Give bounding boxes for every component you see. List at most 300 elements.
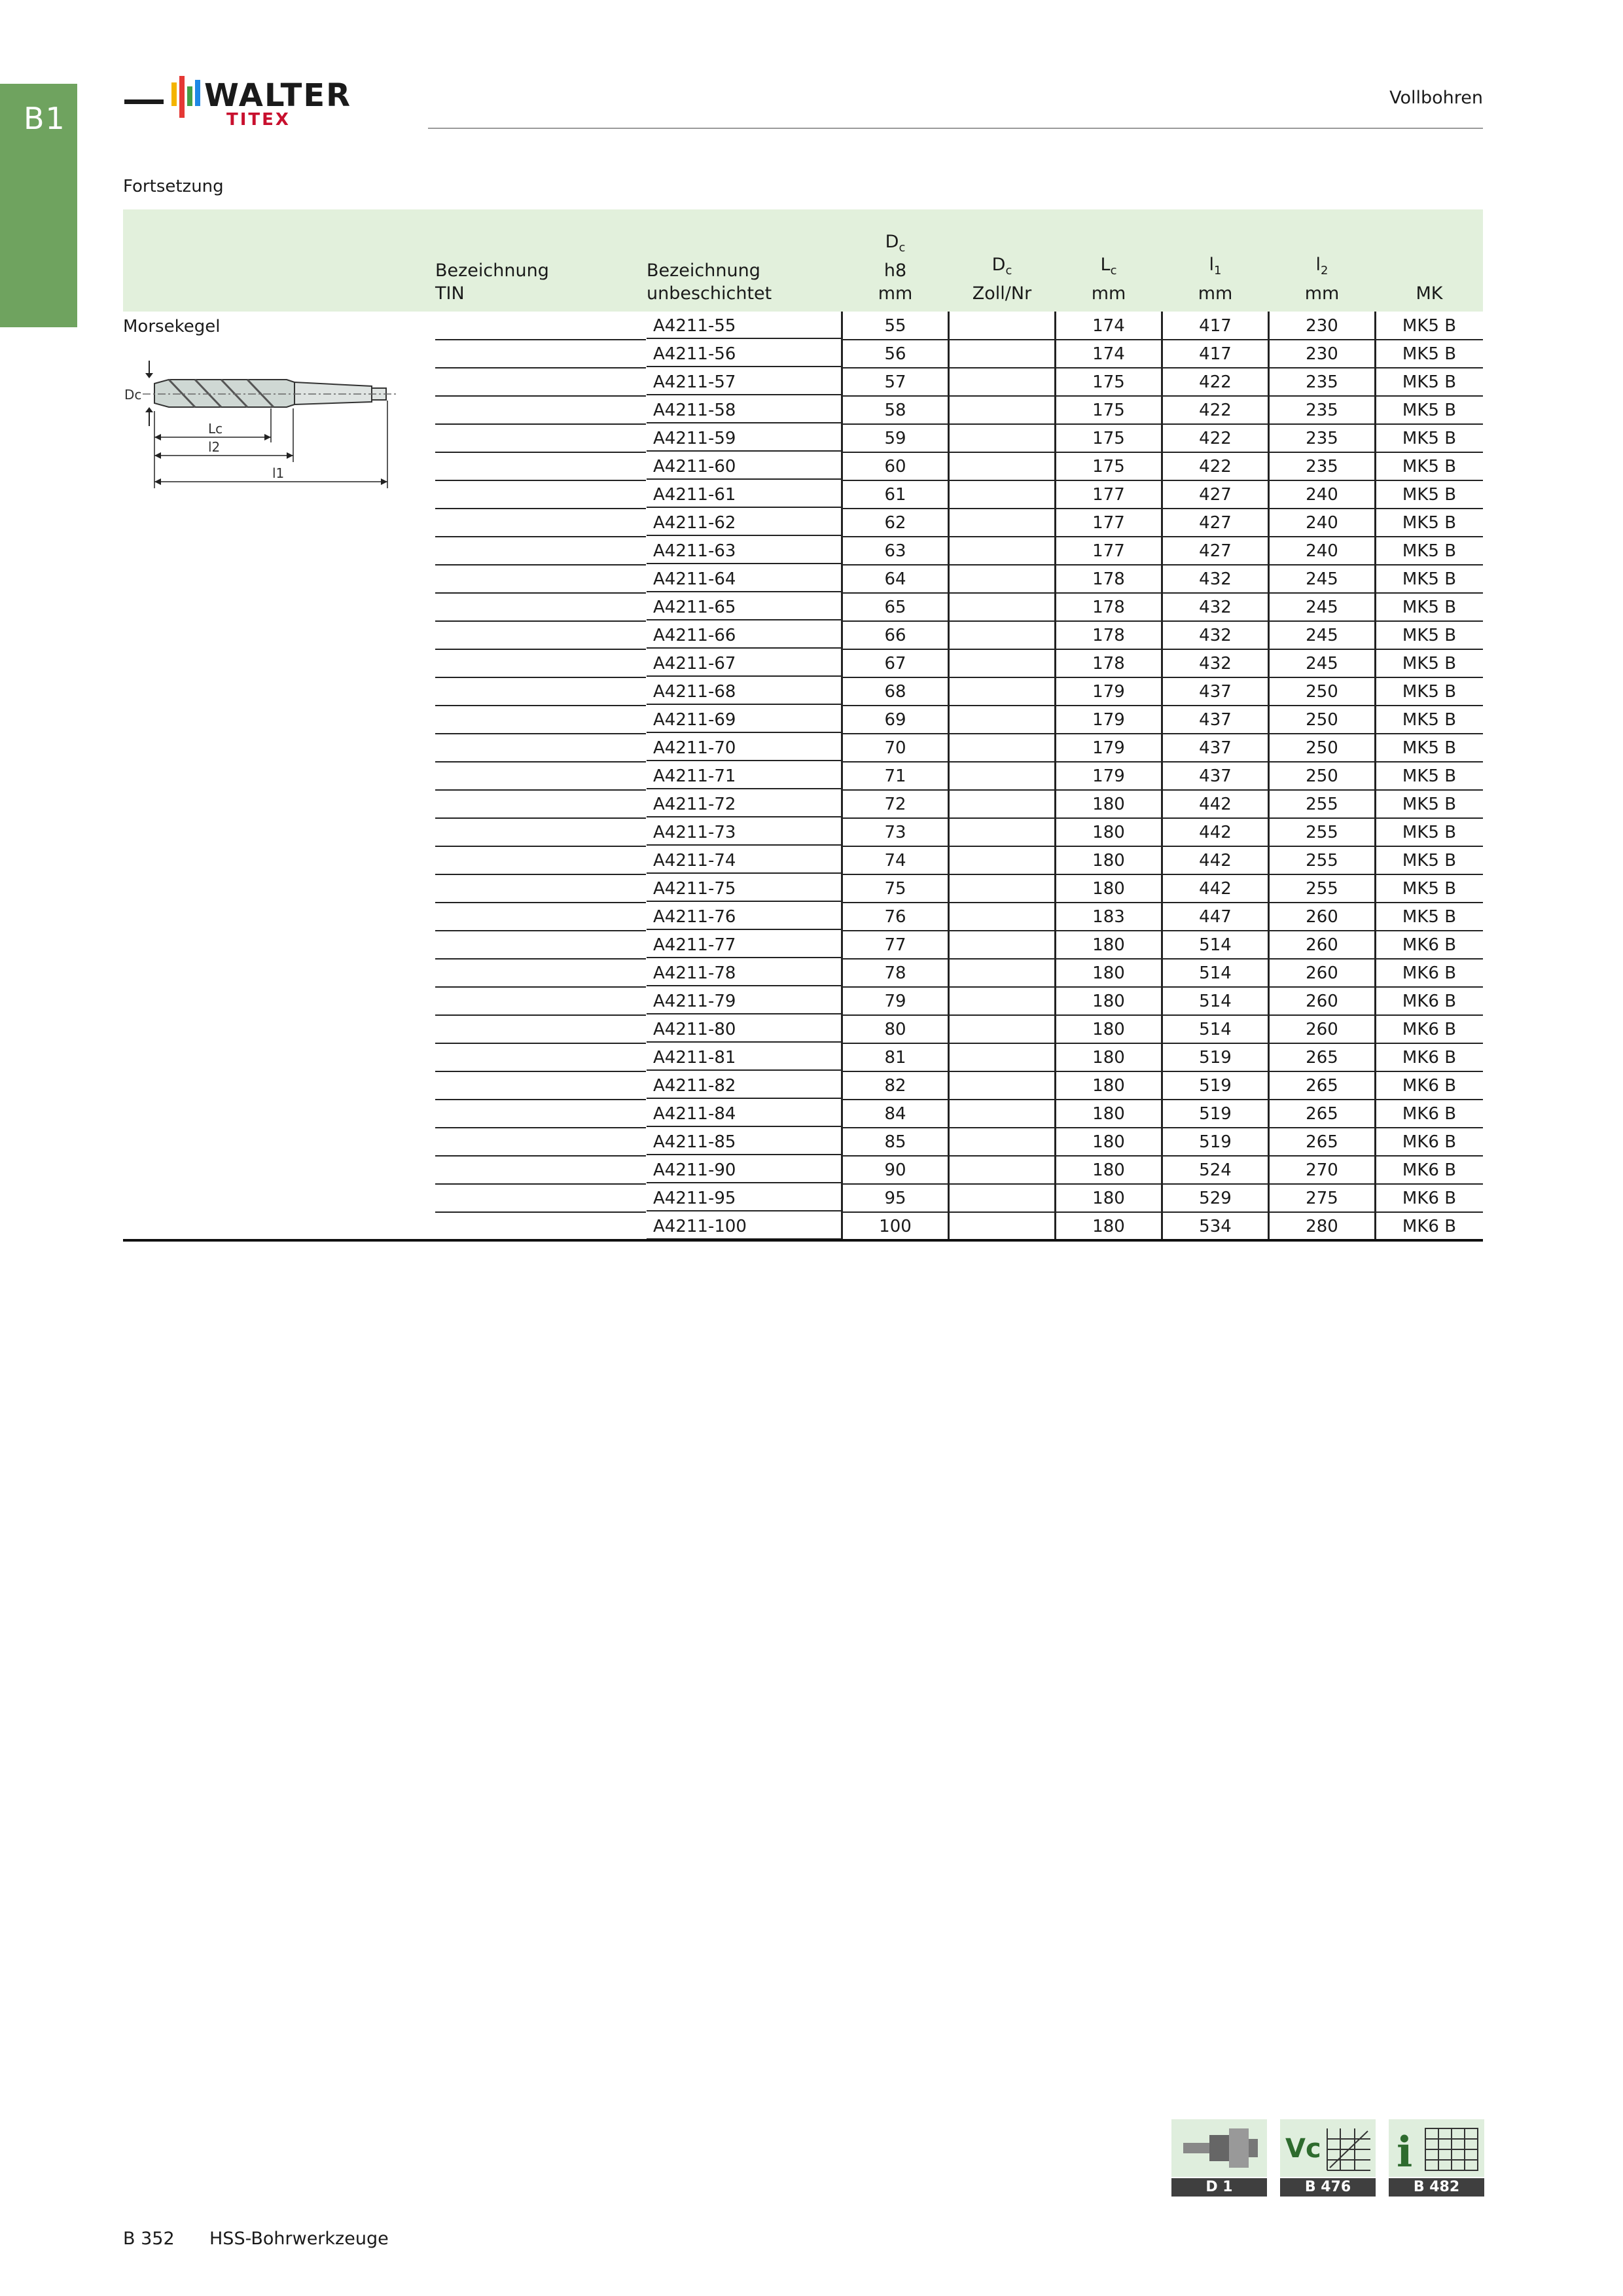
cell-bez-unb: A4211-90	[647, 1156, 842, 1183]
table-row	[123, 677, 1483, 706]
tool-holder-label: D 1	[1171, 2178, 1267, 2197]
cell-l2: 240	[1269, 480, 1375, 509]
cell-l2: 260	[1269, 903, 1375, 931]
cell-dc-zoll	[949, 1128, 1055, 1157]
cell-dc-zoll	[949, 565, 1055, 594]
continuation-label: Fortsetzung	[123, 177, 224, 196]
cell-mk: MK5 B	[1376, 762, 1483, 791]
cell-l2: 260	[1269, 931, 1375, 960]
cell-dc: 79	[842, 987, 948, 1016]
table-row	[123, 959, 1483, 987]
cell-bez-unb: A4211-56	[647, 340, 842, 367]
cell-bez-tin	[435, 1156, 646, 1185]
cell-mk: MK6 B	[1376, 1100, 1483, 1128]
cell-bez-tin	[435, 987, 646, 1016]
cell-bez-unb: A4211-95	[647, 1184, 842, 1211]
cell-dc-zoll	[949, 480, 1055, 509]
cell-l2: 250	[1269, 762, 1375, 791]
cell-mk: MK5 B	[1376, 621, 1483, 650]
cell-mk: MK6 B	[1376, 1212, 1483, 1241]
cell-dc-zoll	[949, 706, 1055, 734]
cell-lc: 178	[1056, 649, 1162, 678]
cell-dc-zoll	[949, 452, 1055, 481]
cell-l1: 519	[1162, 1043, 1268, 1072]
table-row	[123, 1100, 1483, 1128]
table-row	[123, 396, 1483, 424]
header-l2: $l_2$ mm	[1304, 255, 1340, 304]
cell-dc: 66	[842, 621, 948, 650]
table-row	[123, 621, 1483, 649]
cell-lc: 179	[1056, 734, 1162, 762]
cell-mk: MK5 B	[1376, 874, 1483, 903]
table-row	[123, 1043, 1483, 1071]
cell-dc: 68	[842, 677, 948, 706]
table-row	[123, 537, 1483, 565]
cell-dc: 70	[842, 734, 948, 762]
cell-l2: 255	[1269, 874, 1375, 903]
cell-dc-zoll	[949, 874, 1055, 903]
cell-bez-unb: A4211-67	[647, 649, 842, 677]
table-row	[123, 480, 1483, 509]
cell-l1: 417	[1162, 340, 1268, 368]
cell-dc-zoll	[949, 762, 1055, 791]
cell-bez-tin	[435, 734, 646, 762]
cell-bez-tin	[435, 931, 646, 960]
table-row	[123, 509, 1483, 537]
table-row	[123, 1156, 1483, 1184]
cell-l2: 265	[1269, 1128, 1375, 1157]
cell-l1: 442	[1162, 874, 1268, 903]
table-row	[123, 818, 1483, 846]
cell-lc: 180	[1056, 818, 1162, 847]
cell-l1: 417	[1162, 312, 1268, 340]
column-divider	[948, 312, 950, 1240]
table-header	[123, 209, 1483, 312]
cell-dc: 72	[842, 790, 948, 819]
cell-dc-zoll	[949, 312, 1055, 340]
cell-mk: MK5 B	[1376, 368, 1483, 397]
cell-bez-tin	[435, 706, 646, 734]
dim-dc: Dc	[124, 387, 142, 403]
cell-lc: 177	[1056, 537, 1162, 565]
cell-bez-tin	[435, 537, 646, 565]
table-row	[123, 565, 1483, 593]
section-tab-label: B1	[24, 101, 66, 136]
cell-dc: 67	[842, 649, 948, 678]
cell-l1: 514	[1162, 1015, 1268, 1044]
cell-lc: 183	[1056, 903, 1162, 931]
cell-dc: 57	[842, 368, 948, 397]
cell-mk: MK5 B	[1376, 480, 1483, 509]
cell-dc-zoll	[949, 396, 1055, 425]
cell-bez-unb: A4211-73	[647, 818, 842, 846]
cell-dc: 80	[842, 1015, 948, 1044]
cell-l1: 442	[1162, 818, 1268, 847]
cell-l2: 235	[1269, 396, 1375, 425]
header-dc-h8: $D_c$ h8 mm	[878, 232, 913, 304]
cell-lc: 180	[1056, 959, 1162, 988]
cell-bez-unb: A4211-60	[647, 452, 842, 480]
cell-bez-unb: A4211-75	[647, 874, 842, 902]
cell-dc-zoll	[949, 509, 1055, 537]
cell-mk: MK6 B	[1376, 1128, 1483, 1157]
page-footer	[123, 2229, 389, 2249]
cell-bez-tin	[435, 368, 646, 397]
cell-bez-unb: A4211-66	[647, 621, 842, 649]
cell-mk: MK5 B	[1376, 396, 1483, 425]
page-number: B 352	[123, 2229, 175, 2249]
cell-bez-unb: A4211-79	[647, 987, 842, 1014]
table-row	[123, 931, 1483, 959]
cell-lc: 179	[1056, 677, 1162, 706]
cell-l1: 422	[1162, 424, 1268, 453]
dim-l1: l1	[272, 465, 285, 481]
cell-bez-tin	[435, 1043, 646, 1072]
table-bottom-rule	[123, 1239, 1483, 1242]
cell-dc-zoll	[949, 734, 1055, 762]
cell-dc-zoll	[949, 677, 1055, 706]
cell-l2: 255	[1269, 818, 1375, 847]
cell-dc: 84	[842, 1100, 948, 1128]
cell-dc: 75	[842, 874, 948, 903]
cell-bez-unb: A4211-71	[647, 762, 842, 789]
cell-mk: MK5 B	[1376, 509, 1483, 537]
cell-bez-unb: A4211-84	[647, 1100, 842, 1127]
cell-bez-unb: A4211-100	[647, 1212, 842, 1240]
cell-dc: 76	[842, 903, 948, 931]
cell-dc: 62	[842, 509, 948, 537]
cell-l2: 235	[1269, 452, 1375, 481]
header-rule	[428, 128, 1483, 129]
reference-icons	[1171, 2119, 1486, 2198]
cell-dc: 73	[842, 818, 948, 847]
cell-dc: 61	[842, 480, 948, 509]
cell-dc-zoll	[949, 649, 1055, 678]
cell-lc: 174	[1056, 312, 1162, 340]
cell-l1: 437	[1162, 677, 1268, 706]
info-table-pic	[1389, 2119, 1484, 2177]
header-l1: $l_1$ mm	[1198, 255, 1233, 304]
cell-bez-unb: A4211-77	[647, 931, 842, 958]
table-row	[123, 593, 1483, 621]
cell-bez-tin	[435, 621, 646, 650]
cell-dc-zoll	[949, 1071, 1055, 1100]
header-mk: MK	[1416, 283, 1443, 304]
cell-l2: 260	[1269, 959, 1375, 988]
cell-dc: 64	[842, 565, 948, 594]
cell-lc: 180	[1056, 1212, 1162, 1241]
cell-l2: 265	[1269, 1043, 1375, 1072]
table-row	[123, 1128, 1483, 1156]
cell-lc: 179	[1056, 706, 1162, 734]
cell-dc-zoll	[949, 1015, 1055, 1044]
cell-l2: 260	[1269, 987, 1375, 1016]
cell-bez-unb: A4211-65	[647, 593, 842, 620]
cell-dc: 74	[842, 846, 948, 875]
cell-mk: MK6 B	[1376, 959, 1483, 988]
cell-bez-tin	[435, 509, 646, 537]
cell-bez-unb: A4211-70	[647, 734, 842, 761]
column-divider	[1161, 312, 1163, 1240]
cell-l1: 427	[1162, 537, 1268, 565]
cell-l1: 427	[1162, 509, 1268, 537]
cell-mk: MK5 B	[1376, 424, 1483, 453]
cell-dc: 71	[842, 762, 948, 791]
cell-bez-unb: A4211-62	[647, 509, 842, 536]
table-row	[123, 452, 1483, 480]
cell-dc: 78	[842, 959, 948, 988]
cell-l2: 240	[1269, 509, 1375, 537]
cell-l2: 245	[1269, 565, 1375, 594]
cell-lc: 175	[1056, 368, 1162, 397]
cell-bez-unb: A4211-78	[647, 959, 842, 986]
cell-l2: 255	[1269, 790, 1375, 819]
cell-bez-unb: A4211-72	[647, 790, 842, 817]
cell-dc: 95	[842, 1184, 948, 1213]
cell-l2: 265	[1269, 1071, 1375, 1100]
cell-l2: 250	[1269, 734, 1375, 762]
table-row	[123, 1015, 1483, 1043]
table-row	[123, 340, 1483, 368]
cell-dc: 81	[842, 1043, 948, 1072]
cell-lc: 175	[1056, 452, 1162, 481]
cell-lc: 180	[1056, 1015, 1162, 1044]
header-bez-tin: Bezeichnung TIN	[435, 260, 549, 304]
cell-mk: MK6 B	[1376, 1043, 1483, 1072]
cell-l1: 529	[1162, 1184, 1268, 1213]
cell-bez-unb: A4211-55	[647, 312, 842, 339]
cell-mk: MK6 B	[1376, 1071, 1483, 1100]
cell-lc: 180	[1056, 987, 1162, 1016]
cell-l1: 447	[1162, 903, 1268, 931]
cell-lc: 179	[1056, 762, 1162, 791]
product-table	[123, 209, 1483, 1240]
cell-bez-tin	[435, 649, 646, 678]
cell-bez-tin	[435, 1184, 646, 1213]
cell-mk: MK6 B	[1376, 1184, 1483, 1213]
cell-lc: 180	[1056, 931, 1162, 960]
cell-bez-tin	[435, 424, 646, 453]
cell-dc: 59	[842, 424, 948, 453]
cell-mk: MK6 B	[1376, 1015, 1483, 1044]
brand-name: WALTER	[204, 77, 352, 114]
cell-bez-tin	[435, 593, 646, 622]
info-table-label: B 482	[1389, 2178, 1484, 2197]
cell-l1: 534	[1162, 1212, 1268, 1241]
cell-bez-tin	[435, 1212, 646, 1241]
cell-dc: 82	[842, 1071, 948, 1100]
dim-l2: l2	[208, 439, 221, 455]
cell-l1: 437	[1162, 762, 1268, 791]
footer-title: HSS-Bohrwerkzeuge	[209, 2229, 389, 2249]
cell-dc-zoll	[949, 621, 1055, 650]
cell-dc-zoll	[949, 1156, 1055, 1185]
cell-l1: 432	[1162, 649, 1268, 678]
cell-l1: 514	[1162, 931, 1268, 960]
cell-dc-zoll	[949, 931, 1055, 960]
walter-titex-logo	[123, 58, 404, 136]
cell-lc: 180	[1056, 874, 1162, 903]
cell-bez-tin	[435, 1015, 646, 1044]
cell-dc: 100	[842, 1212, 948, 1241]
cell-bez-tin	[435, 1128, 646, 1157]
cell-bez-unb: A4211-64	[647, 565, 842, 592]
cell-bez-unb: A4211-69	[647, 706, 842, 733]
cell-l1: 437	[1162, 706, 1268, 734]
cell-l2: 230	[1269, 340, 1375, 368]
cell-bez-tin	[435, 452, 646, 481]
category-label: Morsekegel	[123, 317, 221, 336]
cell-dc-zoll	[949, 1184, 1055, 1213]
cell-bez-unb: A4211-57	[647, 368, 842, 395]
column-divider	[1054, 312, 1056, 1240]
table-row	[123, 874, 1483, 903]
cell-bez-unb: A4211-59	[647, 424, 842, 452]
cell-lc: 180	[1056, 1100, 1162, 1128]
cell-mk: MK5 B	[1376, 790, 1483, 819]
cell-dc-zoll	[949, 959, 1055, 988]
cell-mk: MK5 B	[1376, 565, 1483, 594]
cell-l1: 422	[1162, 396, 1268, 425]
table-row	[123, 1071, 1483, 1100]
cell-lc: 174	[1056, 340, 1162, 368]
table-row	[123, 846, 1483, 874]
column-divider	[841, 312, 843, 1240]
cell-mk: MK6 B	[1376, 1156, 1483, 1185]
cell-bez-tin	[435, 340, 646, 368]
cell-bez-unb: A4211-58	[647, 396, 842, 423]
cell-bez-tin	[435, 874, 646, 903]
cell-lc: 180	[1056, 790, 1162, 819]
cell-mk: MK5 B	[1376, 818, 1483, 847]
cell-mk: MK5 B	[1376, 537, 1483, 565]
cell-bez-unb: A4211-68	[647, 677, 842, 705]
cell-bez-unb: A4211-74	[647, 846, 842, 874]
cell-l2: 240	[1269, 537, 1375, 565]
cell-l1: 432	[1162, 565, 1268, 594]
cell-bez-tin	[435, 396, 646, 425]
cell-mk: MK5 B	[1376, 734, 1483, 762]
cell-dc: 55	[842, 312, 948, 340]
cell-mk: MK5 B	[1376, 706, 1483, 734]
cell-lc: 180	[1056, 1128, 1162, 1157]
cell-bez-unb: A4211-85	[647, 1128, 842, 1155]
cell-l1: 427	[1162, 480, 1268, 509]
cutting-data-icon[interactable]	[1280, 2119, 1376, 2197]
cell-l2: 265	[1269, 1100, 1375, 1128]
cell-dc-zoll	[949, 537, 1055, 565]
cell-dc-zoll	[949, 790, 1055, 819]
cell-dc-zoll	[949, 368, 1055, 397]
table-row	[123, 987, 1483, 1015]
tool-holder-pic	[1171, 2119, 1267, 2177]
table-row	[123, 368, 1483, 396]
cell-dc-zoll	[949, 1100, 1055, 1128]
cell-l1: 442	[1162, 790, 1268, 819]
cell-l1: 514	[1162, 987, 1268, 1016]
brand-sub: TITEX	[226, 110, 291, 130]
cell-lc: 178	[1056, 565, 1162, 594]
cell-l1: 442	[1162, 846, 1268, 875]
cell-lc: 178	[1056, 621, 1162, 650]
cell-l2: 235	[1269, 424, 1375, 453]
cell-dc: 90	[842, 1156, 948, 1185]
table-body	[123, 312, 1483, 1240]
cell-bez-tin	[435, 903, 646, 931]
svg-text:i: i	[1397, 2128, 1413, 2177]
cell-l2: 245	[1269, 593, 1375, 622]
dim-lc: Lc	[208, 421, 223, 437]
tool-holder-icon[interactable]	[1171, 2119, 1267, 2197]
info-table-icon[interactable]	[1389, 2119, 1484, 2197]
cell-lc: 175	[1056, 424, 1162, 453]
cell-dc-zoll	[949, 987, 1055, 1016]
cutting-data-label: B 476	[1280, 2178, 1376, 2197]
column-divider	[1374, 312, 1376, 1240]
cell-l2: 245	[1269, 621, 1375, 650]
table-row	[123, 706, 1483, 734]
table-row	[123, 312, 1483, 340]
cell-lc: 180	[1056, 1071, 1162, 1100]
cell-dc: 65	[842, 593, 948, 622]
cell-dc: 56	[842, 340, 948, 368]
cell-l2: 245	[1269, 649, 1375, 678]
cell-dc-zoll	[949, 1212, 1055, 1241]
cell-dc-zoll	[949, 1043, 1055, 1072]
table-row	[123, 1212, 1483, 1240]
cell-bez-tin	[435, 312, 646, 340]
cell-lc: 178	[1056, 593, 1162, 622]
cell-l2: 255	[1269, 846, 1375, 875]
header-dc-zoll: $D_c$ Zoll/Nr	[972, 255, 1032, 304]
cell-lc: 180	[1056, 1043, 1162, 1072]
table-row	[123, 790, 1483, 818]
cell-lc: 180	[1056, 846, 1162, 875]
cell-mk: MK5 B	[1376, 677, 1483, 706]
cell-l1: 524	[1162, 1156, 1268, 1185]
cell-l1: 519	[1162, 1100, 1268, 1128]
cell-bez-tin	[435, 818, 646, 847]
cell-l2: 235	[1269, 368, 1375, 397]
table-row	[123, 1184, 1483, 1212]
cell-lc: 180	[1056, 1156, 1162, 1185]
cell-dc-zoll	[949, 340, 1055, 368]
section-title: Vollbohren	[1389, 88, 1483, 108]
cell-dc-zoll	[949, 424, 1055, 453]
cell-l2: 230	[1269, 312, 1375, 340]
cell-dc-zoll	[949, 593, 1055, 622]
cell-bez-unb: A4211-76	[647, 903, 842, 930]
cell-dc: 85	[842, 1128, 948, 1157]
cell-mk: MK5 B	[1376, 903, 1483, 931]
cutting-data-pic	[1280, 2119, 1376, 2177]
cell-dc-zoll	[949, 846, 1055, 875]
cell-l2: 270	[1269, 1156, 1375, 1185]
cell-lc: 175	[1056, 396, 1162, 425]
cell-l1: 432	[1162, 621, 1268, 650]
cell-bez-unb: A4211-81	[647, 1043, 842, 1071]
cell-l2: 280	[1269, 1212, 1375, 1241]
cell-l1: 422	[1162, 368, 1268, 397]
cell-bez-tin	[435, 1100, 646, 1128]
svg-text:Vc: Vc	[1285, 2134, 1321, 2164]
cell-mk: MK6 B	[1376, 931, 1483, 960]
cell-l1: 437	[1162, 734, 1268, 762]
cell-l1: 422	[1162, 452, 1268, 481]
cell-bez-tin	[435, 480, 646, 509]
cell-bez-unb: A4211-61	[647, 480, 842, 508]
cell-dc: 60	[842, 452, 948, 481]
